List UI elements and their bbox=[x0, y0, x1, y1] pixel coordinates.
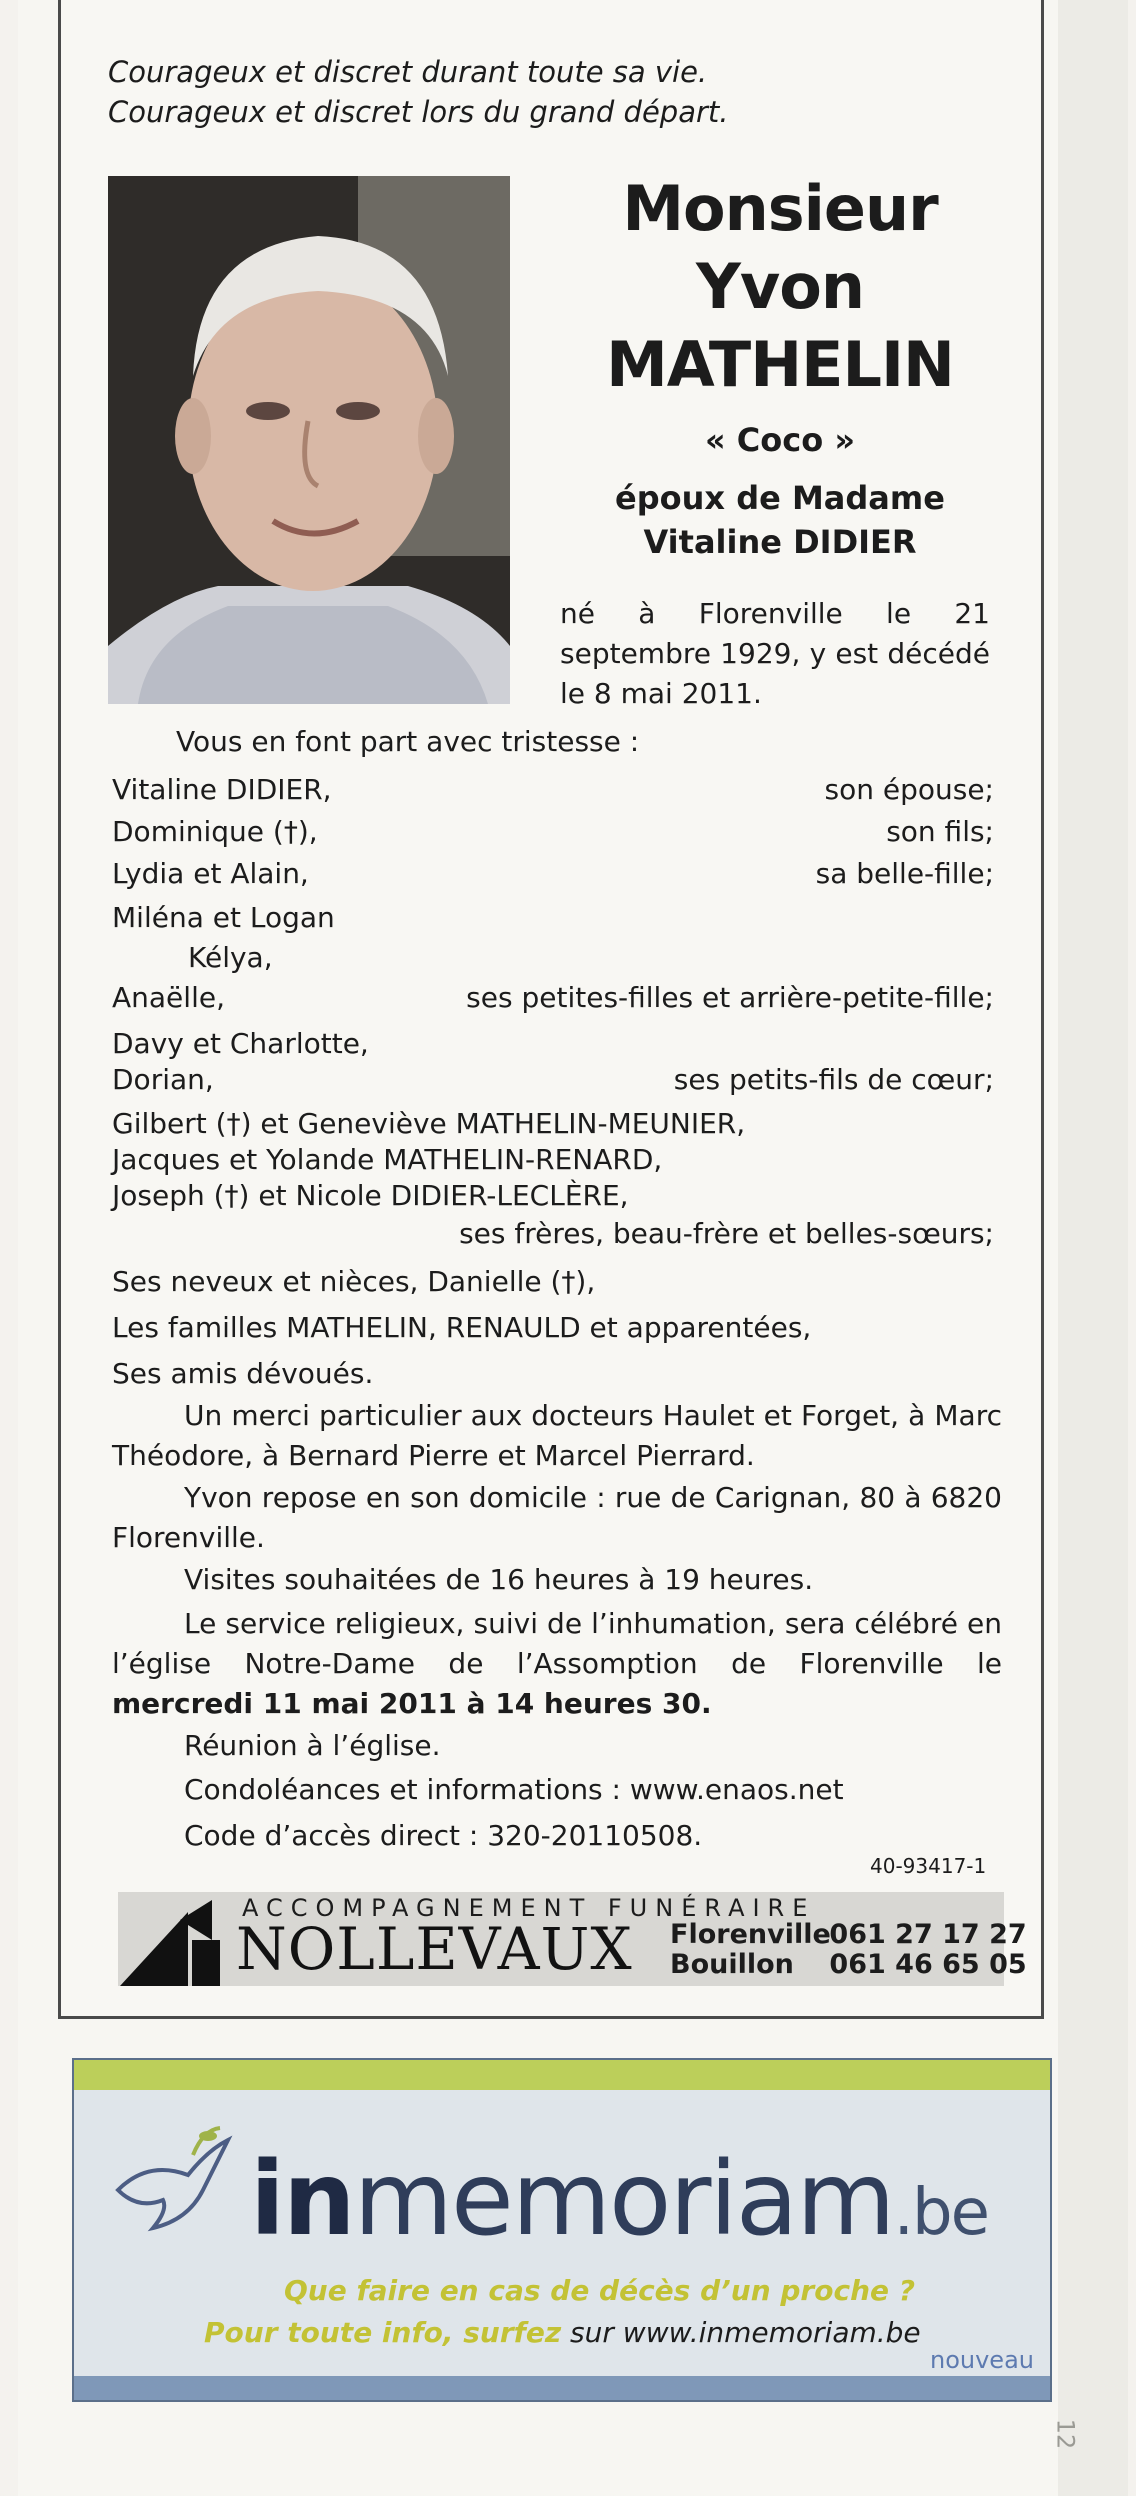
spouse-line-2: Vitaline DIDIER bbox=[643, 523, 917, 561]
location-row bbox=[670, 1950, 1027, 1980]
family-relation: son épouse; bbox=[824, 773, 994, 806]
site-main: memoriam bbox=[353, 2140, 894, 2259]
advert-top-bar bbox=[74, 2060, 1050, 2090]
location-row bbox=[670, 1920, 1027, 1950]
family-name: Kélya, bbox=[188, 941, 273, 974]
funeral-home-banner bbox=[118, 1892, 1027, 1986]
tagline-line-2: Courageux et discret lors du grand départ. bbox=[108, 95, 729, 129]
reference-number: 40-93417-1 bbox=[870, 1854, 987, 1878]
dove-logo-icon bbox=[108, 2120, 238, 2250]
service-paragraph bbox=[112, 1604, 1002, 1724]
portrait-illustration bbox=[108, 176, 510, 704]
location-phone: 061 27 17 27 bbox=[829, 1919, 1027, 1950]
advert-question: Que faire en cas de décès d’un proche ? bbox=[284, 2274, 915, 2307]
family-name: Vitaline DIDIER, bbox=[112, 773, 332, 806]
location-city: Florenville bbox=[670, 1919, 831, 1950]
birth-death-text: né à Florenville le 21 septembre 1929, y est décédé le 8 mai 2011. bbox=[560, 597, 990, 710]
family-name: Lydia et Alain, bbox=[112, 857, 309, 890]
family-relation: ses frères, beau-frère et belles-sœurs; bbox=[459, 1217, 994, 1250]
family-name: Dominique (†), bbox=[112, 815, 318, 848]
visits-paragraph: Visites souhaitées de 16 heures à 19 heures. bbox=[184, 1563, 814, 1596]
nickname: « Coco » bbox=[704, 421, 856, 459]
clipping-edge bbox=[1058, 0, 1128, 2496]
family-name: Joseph (†) et Nicole DIDIER-LECLÈRE, bbox=[112, 1179, 629, 1212]
family-relation: son fils; bbox=[886, 815, 994, 848]
deceased-name-block bbox=[540, 170, 1020, 564]
family-name: Jacques et Yolande MATHELIN-RENARD, bbox=[112, 1143, 663, 1176]
family-name: Gilbert (†) et Geneviève MATHELIN-MEUNIER, bbox=[112, 1107, 746, 1140]
intro-text: Vous en font part avec tristesse : bbox=[176, 725, 640, 758]
advert-site-name bbox=[250, 2140, 988, 2273]
house-logo-icon bbox=[120, 1900, 232, 1986]
family-relation: ses petits-fils de cœur; bbox=[673, 1063, 994, 1096]
site-prefix: in bbox=[250, 2140, 354, 2259]
site-tld: .be bbox=[893, 2176, 988, 2250]
inmemoriam-advert bbox=[72, 2058, 1052, 2402]
thanks-paragraph: Un merci particulier aux docteurs Haulet et Forget, à Marc Théodore, à Bernard Pierre et Marcel Pierrard. bbox=[112, 1399, 1002, 1472]
page-number: 12 bbox=[1051, 2418, 1080, 2450]
family-relation: sa belle-fille; bbox=[815, 857, 994, 890]
new-badge: nouveau bbox=[930, 2346, 1034, 2374]
last-name: MATHELIN bbox=[606, 328, 954, 401]
family-name: Anaëlle, bbox=[112, 981, 225, 1014]
family-relation: ses petites-filles et arrière-petite-fille; bbox=[466, 981, 994, 1014]
funeral-home-name: NOLLEVAUX bbox=[236, 1915, 633, 1983]
advert-info-prefix: Pour toute info, surfez bbox=[204, 2316, 562, 2349]
family-name: Ses neveux et nièces, Danielle (†), bbox=[112, 1265, 596, 1298]
meeting-paragraph: Réunion à l’église. bbox=[184, 1729, 441, 1762]
funeral-home-label: ACCOMPAGNEMENT FUNÉRAIRE bbox=[242, 1894, 816, 1922]
portrait-photo bbox=[108, 176, 510, 704]
family-name: Les familles MATHELIN, RENAULD et apparentées, bbox=[112, 1311, 812, 1344]
advert-info bbox=[204, 2316, 921, 2349]
family-name: Miléna et Logan bbox=[112, 901, 335, 934]
tagline-line-1: Courageux et discret durant toute sa vie. bbox=[108, 55, 708, 89]
service-text: Le service religieux, suivi de l’inhumation, sera célébré en l’église Notre-Dame de l’Assomption de Florenville le bbox=[112, 1607, 1002, 1680]
tagline bbox=[108, 52, 728, 132]
condolences-paragraph: Condoléances et informations : www.enaos.net bbox=[184, 1773, 844, 1806]
family-name: Dorian, bbox=[112, 1063, 214, 1096]
service-date: mercredi 11 mai 2011 à 14 heures 30. bbox=[112, 1687, 712, 1720]
funeral-home-phones bbox=[670, 1920, 1027, 1980]
location-phone: 061 46 65 05 bbox=[829, 1949, 1027, 1980]
advert-bottom-bar bbox=[74, 2376, 1050, 2400]
advert-info-suffix: sur www.inmemoriam.be bbox=[570, 2316, 921, 2349]
family-name: Davy et Charlotte, bbox=[112, 1027, 369, 1060]
family-name: Ses amis dévoués. bbox=[112, 1357, 374, 1390]
first-name: Yvon bbox=[695, 250, 865, 323]
location-city: Bouillon bbox=[670, 1949, 794, 1980]
spouse-line-1: époux de Madame bbox=[615, 479, 945, 517]
rest-paragraph: Yvon repose en son domicile : rue de Carignan, 80 à 6820 Florenville. bbox=[112, 1481, 1002, 1554]
honorific: Monsieur bbox=[622, 172, 938, 245]
access-code-paragraph: Code d’accès direct : 320-20110508. bbox=[184, 1819, 703, 1852]
